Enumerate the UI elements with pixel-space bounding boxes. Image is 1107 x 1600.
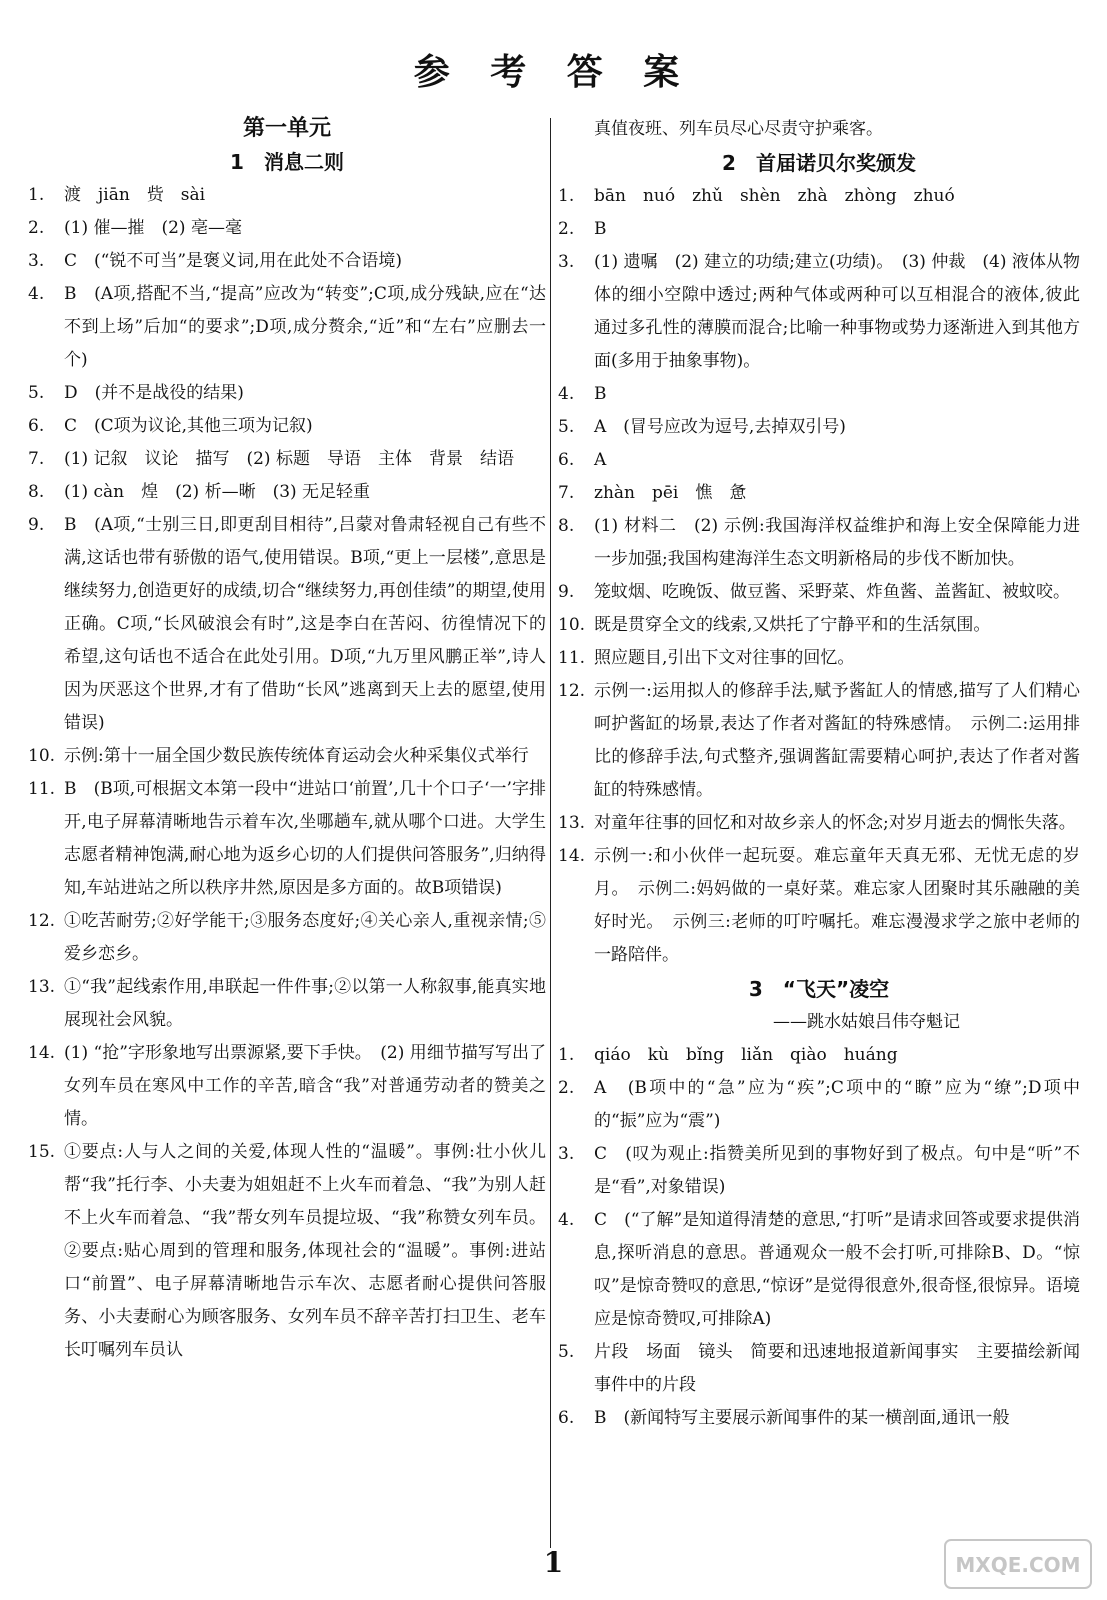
answer-text: C (“了解”是知道得清楚的意思,“打听”是请求回答或要求提供消息,探听消息的意思。普通观众一般不会打听,可排除B、D。“惊叹”是惊奇赞叹的意思,“惊讶”是觉得很意外,很奇怪,很惊异。语境应是惊奇赞叹,可排除A) [594,1210,1080,1329]
answer-item [558,213,1080,246]
answer-item [558,1039,1080,1072]
answer-text: ①要点:人与人之间的关爱,体现人性的“温暖”。事例:壮小伙儿帮“我”托行李、小夫妻为姐姐赶不上火车而着急、“我”为别人赶不上火车而着急、“我”帮女列车员提垃圾、“我”称赞女列车员。②要点:贴心周到的管理和服务,体现社会的“温暖”。事例:进站口“前置”、电子屏幕清晰地告示车次、志愿者耐心提供问答服务、小夫妻耐心为顾客服务、女列车员不辞辛苦打扫卫生、老车长叮嘱列车员认 [64,1142,546,1360]
answer-item [558,576,1080,609]
answer-item [558,246,1080,378]
answer-item [28,476,546,509]
lesson-2-title: 2 首届诺贝尔奖颁发 [722,151,916,175]
answer-text: ①“我”起线索作用,串联起一件件事;②以第一人称叙事,能真实地展现社会风貌。 [64,977,546,1030]
answer-number: 14. [28,1043,56,1063]
answer-number: 10. [28,746,56,766]
lesson-1-title: 1 消息二则 [230,150,344,174]
lesson-3-subtitle: ——跳水姑娘吕伟夺魁记 [773,1012,960,1032]
answer-number: 5. [558,1342,575,1362]
answer-item [558,1204,1080,1336]
watermark-logo [943,1538,1093,1590]
answer-item [558,477,1080,510]
answer-number: 13. [558,813,586,833]
answer-text: ①吃苦耐劳;②好学能干;③服务态度好;④关心亲人,重视亲情;⑤爱乡恋乡。 [64,911,546,964]
lesson-2-answers [558,180,1080,972]
answer-number: 13. [28,977,56,997]
answer-text: 片段 场面 镜头 简要和迅速地报道新闻事实 主要描绘新闻事件中的片段 [594,1342,1080,1395]
answer-text: 照应题目,引出下文对往事的回忆。 [594,648,855,668]
answer-number: 11. [558,648,586,668]
answer-text: C (叹为观止:指赞美所见到的事物好到了极点。句中是“听”不是“看”,对象错误) [594,1144,1080,1197]
answer-number: 10. [558,615,586,635]
lesson-3-title: 3 “飞天”凌空 [748,977,890,1001]
answer-number: 12. [558,681,586,701]
answer-item [558,1336,1080,1402]
answer-number: 9. [28,515,45,535]
answer-text: (1) càn 煌 (2) 析—晰 (3) 无足轻重 [64,482,371,502]
column-divider [550,118,551,1548]
answer-item [28,278,546,377]
answer-number: 7. [28,449,45,469]
unit-title: 第一单元 [242,116,331,141]
answer-text: 对童年往事的回忆和对故乡亲人的怀念;对岁月逝去的惆怅失落。 [594,813,1076,833]
answer-number: 8. [558,516,575,536]
answer-text: 示例:第十一届全国少数民族传统体育运动会火种采集仪式举行 [64,746,529,766]
answer-number: 4. [28,284,45,304]
answer-text: A [594,450,607,470]
answer-number: 1. [558,186,575,206]
answer-text: A (冒号应改为逗号,去掉双引号) [594,417,846,437]
answer-item [558,510,1080,576]
answer-item [28,773,546,905]
page-title: 参 考 答 案 [413,52,694,93]
answer-number: 9. [558,582,575,602]
answer-text: (1) “抢”字形象地写出票源紧,要下手快。 (2) 用细节描写写出了女列车员在寒风中工作的辛苦,暗含“我”对普通劳动者的赞美之情。 [64,1043,546,1129]
answer-number: 15. [28,1142,56,1162]
answer-text: bān nuó zhǔ shèn zhà zhòng zhuó [594,186,955,206]
answer-number: 1. [28,185,45,205]
answer-item [558,675,1080,807]
answer-text: 既是贯穿全文的线索,又烘托了宁静平和的生活氛围。 [594,615,991,635]
answer-item [558,378,1080,411]
answer-item [28,179,546,212]
answer-text: B (A项,“士别三日,即更刮目相待”,吕蒙对鲁肃轻视自己有些不满,这话也带有骄傲的语气,使用错误。B项,“更上一层楼”,意思是继续努力,创造更好的成绩,切合“继续努力,再创佳绩”的期望,使用正确。C项,“长风破浪会有时”,这是李白在苦闷、彷徨情况下的希望,这句话也不适合在此处引用。D项,“九万里风鹏正举”,诗人因为厌恶这个世界,才有了借助“长风”逃离到天上去的愿望,使用错误) [64,515,546,733]
answer-text: B (新闻特写主要展示新闻事件的某一横剖面,通讯一般 [594,1408,1010,1428]
answer-item [28,1136,546,1367]
answer-text: D (并不是战役的结果) [64,383,244,403]
answer-item [558,1138,1080,1204]
answer-item [558,609,1080,642]
answer-item [28,905,546,971]
answer-item [558,1072,1080,1138]
answer-text: 渡 jiān 赀 sài [64,185,206,205]
answer-text: C (C项为议论,其他三项为记叙) [64,416,313,436]
answer-item [28,212,546,245]
answer-text: (1) 催—摧 (2) 亳—毫 [64,218,242,238]
answer-number: 12. [28,911,56,931]
answer-item [558,1402,1080,1435]
answer-text: B [594,219,607,239]
answer-text: qiáo kù bǐng liǎn qiào huáng [594,1045,898,1065]
answer-text: B [594,384,607,404]
answer-number: 6. [28,416,45,436]
answer-item [28,740,546,773]
answer-item [558,642,1080,675]
answer-item [558,180,1080,213]
answer-item [28,1037,546,1136]
answer-text: B (A项,搭配不当,“提高”应改为“转变”;C项,成分残缺,应在“达不到上场”后加“的要求”;D项,成分赘余,“近”和“左右”应删去一个) [64,284,546,370]
answer-number: 3. [28,251,45,271]
answer-item [28,971,546,1037]
answer-text: (1) 材料二 (2) 示例:我国海洋权益维护和海上安全保障能力进一步加强;我国构建海洋生态文明新格局的步伐不断加快。 [594,516,1080,569]
answer-item [558,411,1080,444]
answer-number: 14. [558,846,586,866]
answer-number: 5. [558,417,575,437]
answer-number: 7. [558,483,575,503]
left-column [28,113,546,1367]
answer-text: 笼蚊烟、吃晚饭、做豆酱、采野菜、炸鱼酱、盖酱缸、被蚊咬。 [594,582,1070,602]
answer-number: 3. [558,1144,575,1164]
watermark-text: MXQE.COM [955,1553,1081,1577]
answer-text: C (“锐不可当”是褒义词,用在此处不合语境) [64,251,403,271]
answer-number: 1. [558,1045,575,1065]
answer-text: 示例一:和小伙伴一起玩耍。难忘童年天真无邪、无忧无虑的岁月。 示例二:妈妈做的一桌好菜。难忘家人团聚时其乐融融的美好时光。 示例三:老师的叮咛嘱托。难忘漫漫求学之旅中老师的一路陪伴。 [594,846,1080,965]
answer-number: 6. [558,450,575,470]
answer-item [28,509,546,740]
answer-item [558,444,1080,477]
answer-number: 2. [558,1078,575,1098]
lesson-1-answers [28,179,546,1367]
answer-number: 5. [28,383,45,403]
answer-item [28,245,546,278]
answer-number: 2. [28,218,45,238]
answer-item [558,807,1080,840]
answer-text: (1) 遗嘱 (2) 建立的功绩;建立(功绩)。 (3) 仲裁 (4) 液体从物体的细小空隙中透过;两种气体或两种可以互相混合的液体,彼此通过多孔性的薄膜而混合;比喻一种事物或势力逐渐进入到其他方面(多用于抽象事物)。 [594,252,1080,371]
answer-number: 6. [558,1408,575,1428]
answer-number: 3. [558,252,575,272]
answer-text: 示例一:运用拟人的修辞手法,赋予酱缸人的情感,描写了人们精心呵护酱缸的场景,表达了作者对酱缸的特殊感情。 示例二:运用排比的修辞手法,句式整齐,强调酱缸需要精心呵护,表达了作者对酱缸的特殊感情。 [594,681,1080,800]
answer-text: (1) 记叙 议论 描写 (2) 标题 导语 主体 背景 结语 [64,449,514,469]
answer-text: B (B项,可根据文本第一段中“进站口‘前置’,几十个口子‘一’字排开,电子屏幕清晰地告示着车次,坐哪趟车,就从哪个口进。大学生志愿者精神饱满,耐心地为返乡心切的人们提供问答服务”,归纳得知,车站进站之所以秩序井然,原因是多方面的。故B项错误) [64,779,546,898]
answer-number: 2. [558,219,575,239]
answer-item [28,443,546,476]
answer-number: 4. [558,384,575,404]
answer-number: 11. [28,779,56,799]
answer-item [28,410,546,443]
lesson-3-answers [558,1039,1080,1435]
answer-text: A (B项中的“急”应为“疾”;C项中的“瞭”应为“缭”;D项中的“振”应为“震”) [594,1078,1080,1131]
answer-text: zhàn pēi 憔 惫 [594,483,747,503]
right-column [558,113,1080,1435]
answer-item [558,840,1080,972]
answer-item [28,377,546,410]
answer-number: 8. [28,482,45,502]
answer-number: 4. [558,1210,575,1230]
continued-answer: 真值夜班、列车员尽心尽责守护乘客。 [594,119,883,139]
page-number: 1 [543,1546,564,1579]
